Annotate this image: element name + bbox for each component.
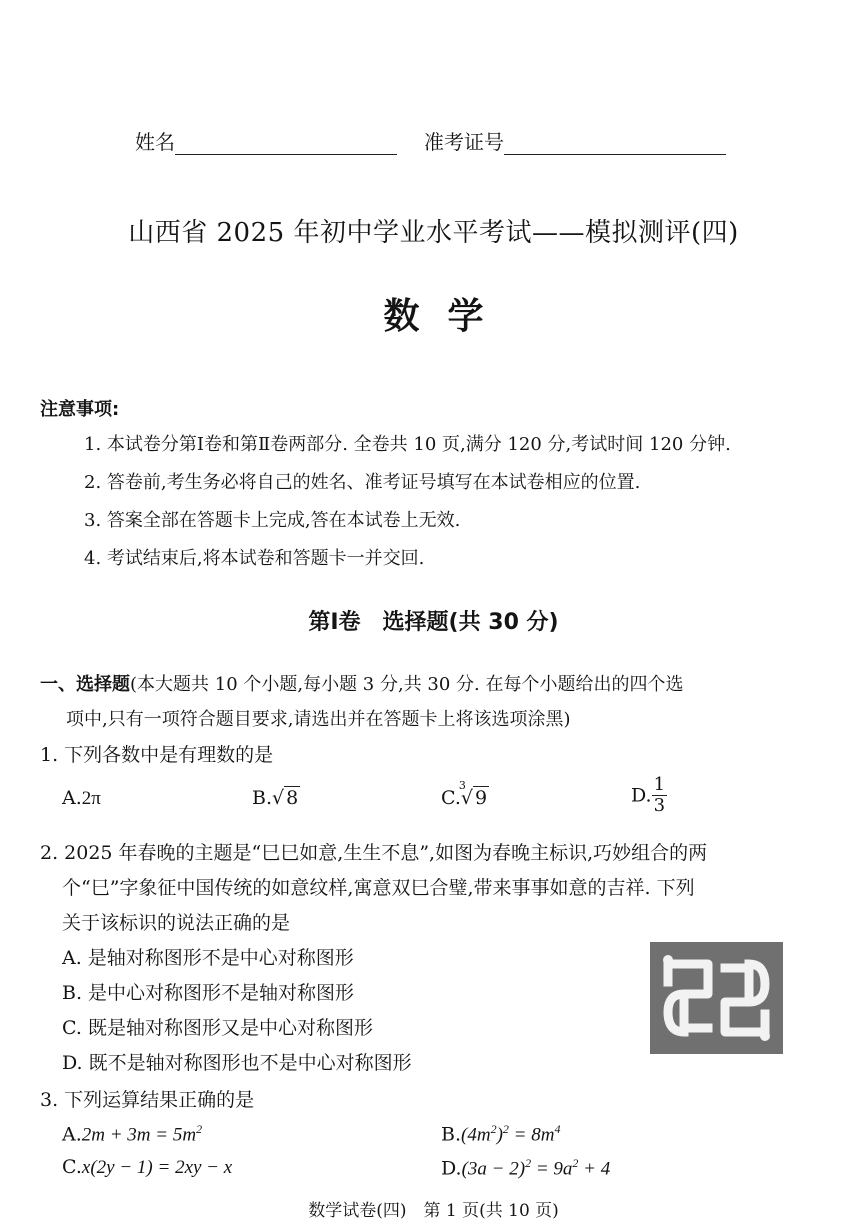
- exponent: 4: [554, 1122, 561, 1136]
- exponent: 2: [502, 1122, 509, 1136]
- root-index: 3: [458, 779, 466, 792]
- q2-option-c: C. 既是轴对称图形又是中心对称图形: [62, 1017, 373, 1039]
- note-item: 2. 答卷前,考生务必将自己的姓名、准考证号填写在本试卷相应的位置.: [84, 472, 641, 493]
- math-expression: 2m + 3m = 5m: [81, 1124, 197, 1146]
- subject-title: 数学: [383, 296, 512, 337]
- exponent: 2: [525, 1156, 532, 1170]
- option-label: D.: [631, 784, 652, 807]
- page-footer: 数学试卷(四) 第 1 页(共 10 页): [308, 1201, 559, 1221]
- math-expression: (4m: [461, 1124, 491, 1146]
- cbrt-expression: 3 √ 9: [458, 779, 488, 809]
- fraction-numerator: 1: [653, 774, 666, 795]
- q2-option-a: A. 是轴对称图形不是中心对称图形: [62, 947, 354, 969]
- radicand: 9: [475, 787, 488, 809]
- ticket-label: 准考证号: [424, 130, 504, 154]
- exam-title: 山西省 2025 年初中学业水平考试——模拟测评(四): [128, 218, 739, 248]
- q3-option-b: [441, 1122, 560, 1146]
- note-item: 4. 考试结束后,将本试卷和答题卡一并交回.: [84, 548, 425, 569]
- sqrt-expression: √ 8: [272, 787, 299, 809]
- section1-instructions: [40, 670, 684, 696]
- math-expression: x(2y − 1) = 2xy − x: [81, 1157, 233, 1178]
- q2-stem-line1: 2. 2025 年春晚的主题是“巳巳如意,生生不息”,如图为春晚主标识,巧妙组合的两: [40, 842, 708, 864]
- q1-option-b: [252, 787, 300, 809]
- note-item: 1. 本试卷分第Ⅰ卷和第Ⅱ卷两部分. 全卷共 10 页,满分 120 分,考试时间 120 分钟.: [84, 434, 731, 455]
- section1-instructions-line2: 项中,只有一项符合题目要求,请选出并在答题卡上将该选项涂黑): [66, 709, 571, 730]
- exponent: 2: [572, 1156, 579, 1170]
- q2-option-b: B. 是中心对称图形不是轴对称图形: [62, 982, 355, 1004]
- fraction: [652, 775, 667, 816]
- q1-option-c: [441, 779, 489, 809]
- option-label: B.: [252, 787, 273, 809]
- option-label: A.: [62, 1123, 82, 1146]
- radicand: 8: [286, 787, 299, 809]
- spring-festival-logo-icon: [650, 942, 783, 1054]
- ticket-field: [424, 126, 726, 155]
- q1-option-a: [62, 787, 101, 810]
- math-expression: = 9a: [531, 1158, 573, 1180]
- section1-instructions-line1: (本大题共 10 个小题,每小题 3 分,共 30 分. 在每个小题给出的四个选: [130, 674, 684, 695]
- ticket-blank: [504, 130, 726, 155]
- math-expression: ): [496, 1124, 503, 1146]
- q1-stem: 1. 下列各数中是有理数的是: [40, 744, 274, 766]
- name-blank: [175, 130, 397, 155]
- q2-stem-line3: 关于该标识的说法正确的是: [62, 912, 291, 934]
- part1-title: 第Ⅰ卷 选择题(共 30 分): [308, 610, 559, 635]
- option-label: A.: [62, 787, 82, 809]
- name-field: [135, 126, 397, 155]
- math-expression: = 8m: [508, 1124, 555, 1146]
- name-label: 姓名: [135, 130, 175, 154]
- q3-option-c: [62, 1156, 232, 1179]
- exponent: 2: [490, 1122, 497, 1136]
- q1-option-d: [631, 775, 667, 816]
- note-item: 3. 答案全部在答题卡上完成,答在本试卷上无效.: [84, 510, 461, 531]
- section1-label: 一、选择题: [40, 674, 130, 695]
- q2-option-d: D. 既不是轴对称图形也不是中心对称图形: [62, 1052, 412, 1074]
- q3-option-a: [62, 1122, 202, 1146]
- q3-stem: 3. 下列运算结果正确的是: [40, 1089, 255, 1111]
- option-label: C.: [62, 1156, 82, 1178]
- fraction-denominator: 3: [653, 795, 666, 816]
- notes-heading: 注意事项:: [40, 399, 120, 420]
- q2-stem-line2: 个“巳”字象征中国传统的如意纹样,寓意双巳合璧,带来事事如意的吉祥. 下列: [62, 877, 695, 899]
- option-value: 2π: [81, 788, 101, 809]
- exponent: 2: [196, 1122, 203, 1136]
- q3-option-d: [441, 1156, 610, 1180]
- option-label: B.: [441, 1123, 462, 1146]
- math-expression: + 4: [578, 1158, 611, 1180]
- option-label: D.: [441, 1157, 462, 1180]
- math-expression: (3a − 2): [461, 1158, 526, 1180]
- option-label: C.: [441, 787, 461, 809]
